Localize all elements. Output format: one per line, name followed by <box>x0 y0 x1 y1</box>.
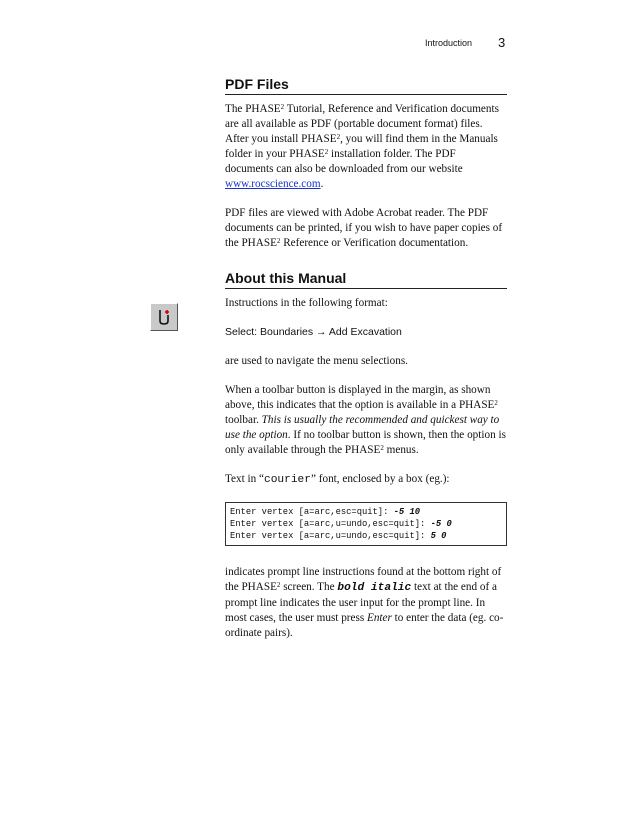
pdf-files-paragraph-1: The PHASE$^2$ Tutorial, Reference and Verification documents are all available as PDF (portable document format) files. After you install PHASE$^2$, you will find them in the Manuals folder in your PHASE$^2$ installation folder. The PDF documents can also be downloaded from our website www.rocscience.com. <box>225 103 499 190</box>
add-excavation-icon <box>155 308 173 326</box>
instructions-intro: Instructions in the following format: <box>225 297 388 309</box>
page-number: 3 <box>498 35 506 50</box>
toolbar-paragraph: When a toolbar button is displayed in the margin, as shown above, this indicates that the option is available in a PHASE$^2$ toolbar. This is usually the recommended and quickest way to use the option. If no toolbar button is shown, then the option is only available through the PHASE$^2$ menus. <box>225 384 506 456</box>
prompt-line: Enter vertex [a=arc,esc=quit]: -5 10 <box>230 507 421 517</box>
navigate-text: are used to navigate the menu selections. <box>225 355 408 367</box>
about-manual-heading: About this Manual <box>225 270 507 289</box>
menu-path-example: Select: Boundaries → Add Excavation <box>225 326 402 338</box>
add-excavation-toolbar-button[interactable] <box>150 303 178 331</box>
prompt-line: Enter vertex [a=arc,u=undo,esc=quit]: -5 0 <box>230 519 452 529</box>
running-header-section: Introduction <box>425 38 473 48</box>
prompt-example-box <box>225 502 507 546</box>
rocscience-link[interactable]: www.rocscience.com <box>225 178 321 190</box>
prompt-explanation-paragraph: indicates prompt line instructions found at the bottom right of the PHASE$^2$ screen. The bold italic text at the end of a prompt line indicates the user input for the prompt line. In most cases, the user must press Enter to enter the data (eg. co-ordinate pairs). <box>225 566 504 639</box>
pdf-files-paragraph-2: PDF files are viewed with Adobe Acrobat reader. The PDF documents can be printed, if you wish to have paper copies of the PHASE$^2$ Reference or Verification documentation. <box>225 207 503 249</box>
prompt-line: Enter vertex [a=arc,u=undo,esc=quit]: 5 0 <box>230 531 447 541</box>
page-content <box>225 76 507 641</box>
pdf-files-heading: PDF Files <box>225 76 507 95</box>
courier-paragraph: Text in “courier” font, enclosed by a box (eg.): <box>225 473 450 486</box>
